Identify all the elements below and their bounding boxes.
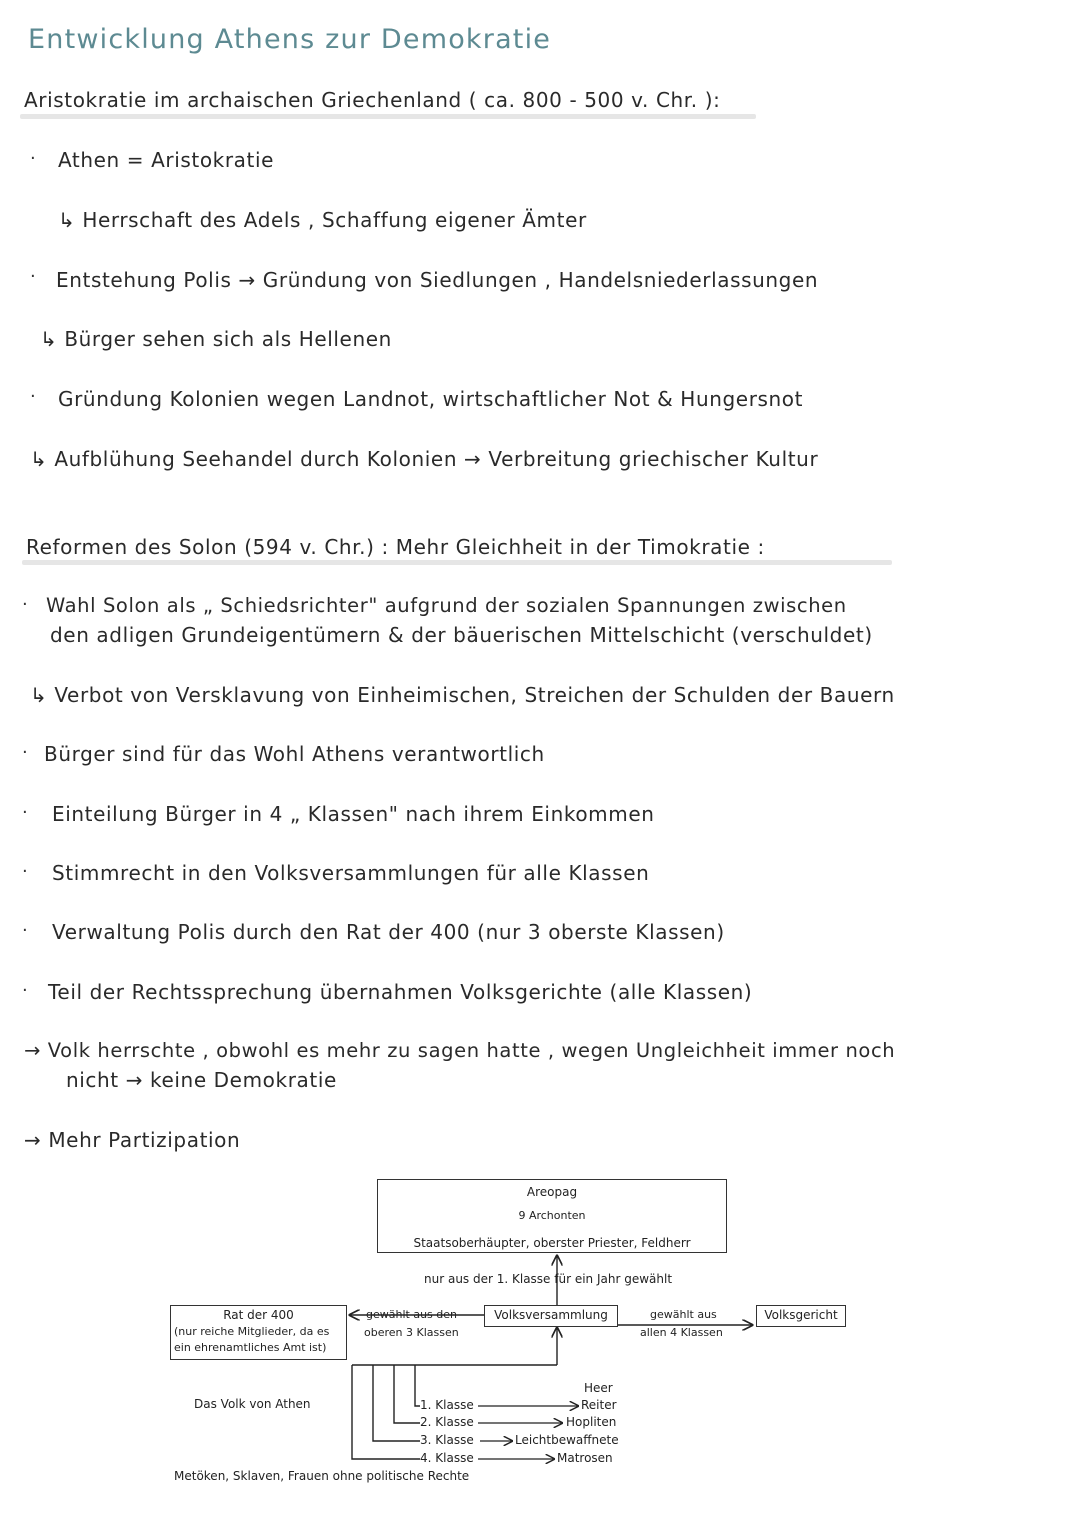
bullet-icon: ·: [22, 594, 28, 615]
note-line: ↳ Herrschaft des Adels , Schaffung eigener Ämter: [58, 208, 587, 232]
note-line: ↳ Verbot von Versklavung von Einheimischen, Streichen der Schulden der Bauern: [30, 683, 895, 707]
class-label: 1. Klasse: [420, 1398, 474, 1412]
note-line: Einteilung Bürger in 4 „ Klassen" nach ihrem Einkommen: [52, 802, 655, 826]
bullet-icon: ·: [22, 742, 28, 763]
bullet-icon: ·: [30, 266, 36, 287]
bullet-icon: ·: [22, 802, 28, 823]
note-line: den adligen Grundeigentümern & der bäuerischen Mittelschicht (verschuldet): [50, 623, 873, 647]
bullet-icon: ·: [30, 386, 36, 407]
troop-label: Hopliten: [566, 1415, 617, 1429]
rat-election-note: gewählt aus den: [366, 1308, 457, 1321]
rat-desc: ein ehrenamtliches Amt ist): [174, 1341, 327, 1354]
bullet-icon: ·: [22, 920, 28, 941]
note-line: Teil der Rechtssprechung übernahmen Volksgerichte (alle Klassen): [48, 980, 753, 1004]
note-line: Wahl Solon als „ Schiedsrichter" aufgrund der sozialen Spannungen zwischen: [46, 594, 847, 617]
troop-label: Reiter: [581, 1398, 617, 1412]
troop-label: Leichtbewaffnete: [515, 1433, 619, 1447]
class-label: 3. Klasse: [420, 1433, 474, 1447]
volksgericht-label: Volksgericht: [764, 1308, 838, 1322]
areopag-description: Staatsoberhäupter, oberster Priester, Feldherr: [413, 1236, 691, 1250]
bullet-icon: ·: [22, 861, 28, 882]
volk-label: Das Volk von Athen: [194, 1397, 311, 1411]
rat-der-400-box: [170, 1305, 347, 1360]
class-label: 2. Klasse: [420, 1415, 474, 1429]
note-line: Gründung Kolonien wegen Landnot, wirtschaftlicher Not & Hungersnot: [58, 387, 804, 411]
section-heading-aristokratie: Aristokratie im archaischen Griechenland ( ca. 800 - 500 v. Chr. ):: [24, 88, 721, 112]
note-line: ↳ Aufblühung Seehandel durch Kolonien → Verbreitung griechischer Kultur: [30, 447, 819, 471]
areopag-election-note: nur aus der 1. Klasse für ein Jahr gewählt: [424, 1272, 673, 1286]
troop-label: Matrosen: [557, 1451, 613, 1465]
section-heading-solon: Reformen des Solon (594 v. Chr.) : Mehr Gleichheit in der Timokratie :: [26, 535, 765, 559]
gericht-election-note: gewählt aus: [650, 1308, 717, 1321]
conclusion-line: → Mehr Partizipation: [24, 1128, 241, 1152]
volksversammlung-box: [484, 1305, 618, 1327]
rat-title: Rat der 400: [223, 1308, 294, 1322]
areopag-title: Areopag: [526, 1185, 578, 1199]
bullet-icon: ·: [22, 980, 28, 1001]
class-label: 4. Klasse: [420, 1451, 474, 1465]
conclusion-line: nicht → keine Demokratie: [66, 1068, 337, 1092]
note-line: Verwaltung Polis durch den Rat der 400 (nur 3 oberste Klassen): [52, 920, 725, 944]
page-title: Entwicklung Athens zur Demokratie: [28, 24, 552, 55]
volksgericht-box: [756, 1305, 846, 1327]
note-line: Entstehung Polis → Gründung von Siedlungen , Handelsniederlassungen: [56, 268, 819, 292]
note-line: Bürger sind für das Wohl Athens verantwortlich: [44, 742, 545, 766]
bullet-icon: ·: [30, 148, 36, 169]
rat-desc: (nur reiche Mitglieder, da es: [174, 1325, 330, 1338]
volksversammlung-label: Volksversammlung: [494, 1308, 608, 1322]
gericht-election-note: allen 4 Klassen: [640, 1326, 723, 1339]
areopag-box: [377, 1179, 727, 1253]
rat-election-note: oberen 3 Klassen: [364, 1326, 459, 1339]
heer-label: Heer: [584, 1381, 613, 1395]
note-line: Athen = Aristokratie: [58, 148, 275, 172]
note-line: ↳ Bürger sehen sich als Hellenen: [40, 327, 392, 351]
no-rights-note: Metöken, Sklaven, Frauen ohne politische Rechte: [174, 1469, 470, 1483]
note-line: Stimmrecht in den Volksversammlungen für alle Klassen: [52, 861, 650, 885]
conclusion-line: → Volk herrschte , obwohl es mehr zu sagen hatte , wegen Ungleichheit immer noch: [24, 1039, 896, 1062]
areopag-archonten: 9 Archonten: [518, 1209, 586, 1222]
